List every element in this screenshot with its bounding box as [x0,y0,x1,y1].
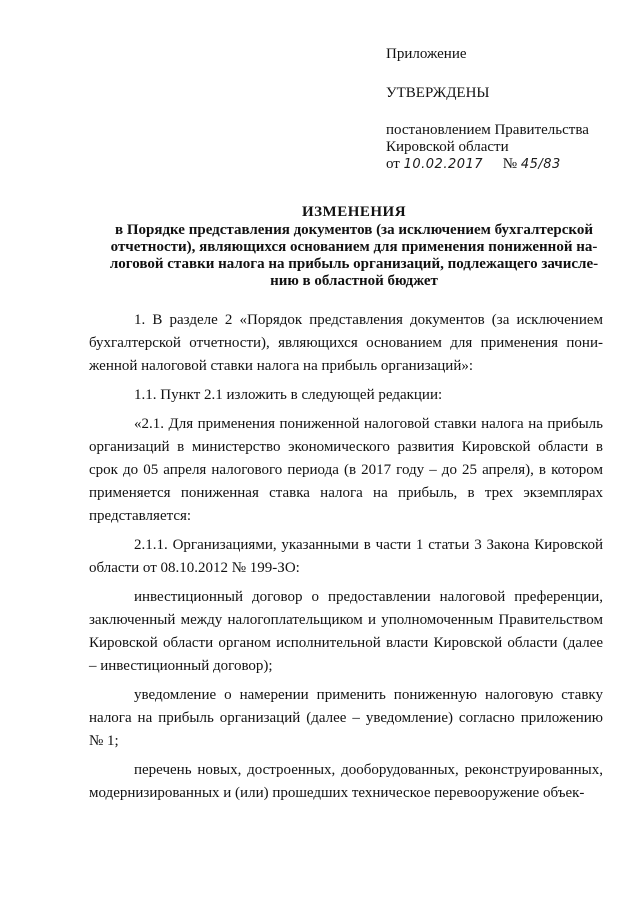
paragraph-notification: уведомление о намерении применить пониженную налоговую ставку налога на прибыль организаций (далее – уведомление) согласно приложению № 1; [89,687,603,749]
paragraph-1-1: 1.1. Пункт 2.1 изложить в следующей редакции: [134,387,443,403]
subtitle-line-4: нию в областной бюджет [270,273,438,289]
date-prefix: от [386,156,400,172]
paragraph-section-2-intro: 1. В разделе 2 «Порядок представления документов (за исключением бухгалтерской отчетности), являющихся основанием для применения пониженной налоговой ставки налога на прибыль организаций»: [89,312,603,374]
document-heading: ИЗМЕНЕНИЯ [301,204,407,220]
subtitle-line-1: в Порядке представления документов (за исключением бухгалтерской [114,222,594,238]
document-body [89,309,603,805]
number-prefix: № [502,156,518,172]
paragraph-investment-contract: инвестиционный договор о предоставлении налоговой преференции, заключенный между налогоплательщиком и уполномоченным Правительством Кировской области органом исполнительной власти Кировской области (далее – инвестиционный договор); [89,589,603,674]
decree-date-number-row [386,156,616,173]
subtitle-line-2: отчетности), являющихся основанием для применения пониженной на- [110,239,598,255]
decree-line-2: Кировской области [386,139,509,155]
appendix-label: Приложение [386,46,467,62]
approved-label: УТВЕРЖДЕНЫ [386,85,490,101]
decree-line-1: постановлением Правительства [386,122,589,138]
document-title-block [96,204,612,290]
approval-stamp-block [386,46,616,173]
handwritten-date: 10.02.2017 [403,157,484,172]
subtitle-line-3: логовой ставки налога на прибыль организаций, подлежащего зачисле- [109,256,599,272]
handwritten-number: 45/83 [520,157,561,172]
paragraph-2-1-1: 2.1.1. Организациями, указанными в части 1 статьи 3 Закона Кировской области от 08.10.2012 № 199-ЗО: [89,537,603,576]
paragraph-assets-list: перечень новых, достроенных, дооборудованных, реконструированных, модернизированных и (или) прошедших техническое перевооружение объек- [89,762,603,801]
paragraph-2-1: «2.1. Для применения пониженной налоговой ставки налога на прибыль организаций в министерство экономического развития Кировской области в срок до 05 апреля налогового периода (в 2017 году – до 25 апреля), в котором применяется пониженная ставка налога на прибыль, в трех экземплярах представляется: [89,416,603,524]
